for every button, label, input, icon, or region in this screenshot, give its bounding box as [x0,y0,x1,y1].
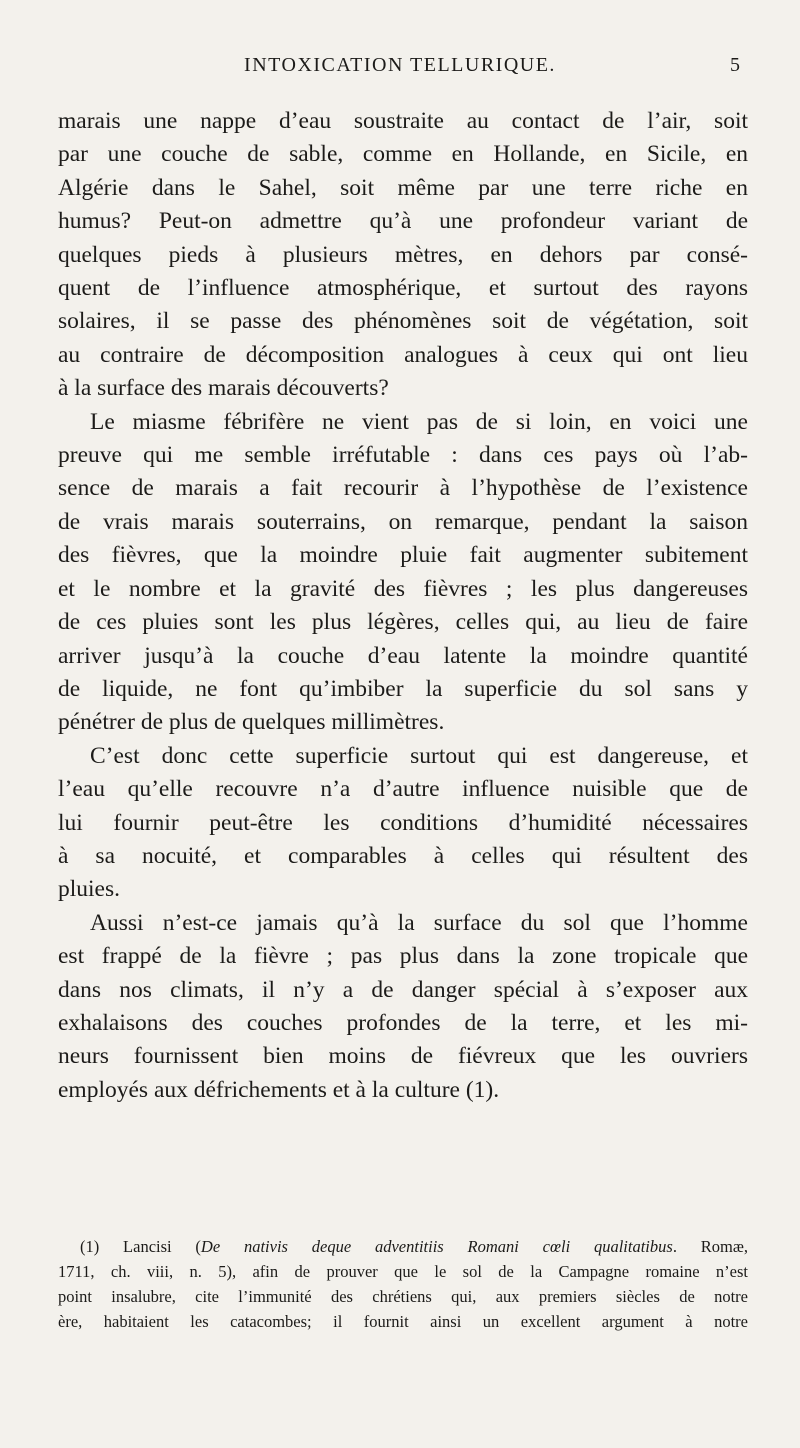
text-line: à la surface des marais découverts? [58,375,389,402]
footnote-cited-title: De nativis deque adventitiis Romani cœli qualitatibus [200,1237,673,1256]
text-line: et le nombre et la gravité des fièvres ; les plus dangereuses [58,575,748,602]
running-head [60,52,740,78]
text-line: quelques pieds à plusieurs mètres, en dehors par consé- [58,241,748,268]
text-line: par une couche de sable, comme en Hollande, en Sicile, en [58,141,748,168]
text-line: de vrais marais souterrains, on remarque, pendant la saison [58,508,748,535]
body-text [58,105,748,1107]
text-line: lui fournir peut-être les conditions d’humidité nécessaires [58,809,748,836]
footnote-line: point insalubre, cite l’immunité des chrétiens qui, aux premiers siècles de notre [58,1287,748,1306]
text-line: arriver jusqu’à la couche d’eau latente la moindre quantité [58,642,748,669]
footnote [58,1234,748,1334]
text-line: pluies. [58,876,121,903]
running-title: INTOXICATION TELLURIQUE. [244,54,556,76]
text-line: à sa nocuité, et comparables à celles qui résultent des [58,842,748,869]
page-number: 5 [730,54,740,76]
footnote-marker: (1) Lancisi ( [80,1237,201,1256]
text-line: Aussi n’est-ce jamais qu’à la surface du sol que l’homme [90,909,748,936]
text-line: Algérie dans le Sahel, soit même par une terre riche en [58,174,748,201]
text-line: dans nos climats, il n’y a de danger spécial à s’exposer aux [58,976,748,1003]
text-line: marais une nappe d’eau soustraite au contact de l’air, soit [58,108,748,134]
text-line: pénétrer de plus de quelques millimètres. [58,709,445,736]
text-line: preuve qui me semble irréfutable : dans ces pays où l’ab- [58,442,748,469]
text-line: exhalaisons des couches profondes de la terre, et les mi- [58,1009,748,1036]
text-line: Le miasme fébrifère ne vient pas de si loin, en voici une [90,408,748,435]
text-line: des fièvres, que la moindre pluie fait augmenter subitement [58,542,748,569]
footnote-line [58,1234,748,1259]
text-line: humus? Peut-on admettre qu’à une profondeur variant de [58,208,748,235]
text-line: quent de l’influence atmosphérique, et surtout des rayons [58,275,748,302]
text-line: sence de marais a fait recourir à l’hypothèse de l’existence [58,475,748,502]
text-line: au contraire de décomposition analogues à ceux qui ont lieu [58,341,748,368]
text-line: neurs fournissent bien moins de fiévreux que les ouvriers [58,1043,748,1070]
footnote-citation-place: . Romæ, [672,1237,748,1256]
footnote-line: 1711, ch. viii, n. 5), afin de prouver que le sol de la Campagne romaine n’est [58,1262,748,1281]
footnote-line: ère, habitaient les catacombes; il fournit ainsi un excellent argument à notre [58,1312,748,1331]
text-line: est frappé de la fièvre ; pas plus dans la zone tropicale que [58,943,748,970]
text-line: C’est donc cette superficie surtout qui est dangereuse, et [90,742,748,769]
text-line: employés aux défrichements et à la culture (1). [58,1076,500,1103]
text-line: l’eau qu’elle recouvre n’a d’autre influence nuisible que de [58,776,748,803]
text-line: de ces pluies sont les plus légères, celles qui, au lieu de faire [58,609,748,636]
text-line: solaires, il se passe des phénomènes soit de végétation, soit [58,308,748,335]
text-line: de liquide, ne font qu’imbiber la superficie du sol sans y [58,675,748,702]
